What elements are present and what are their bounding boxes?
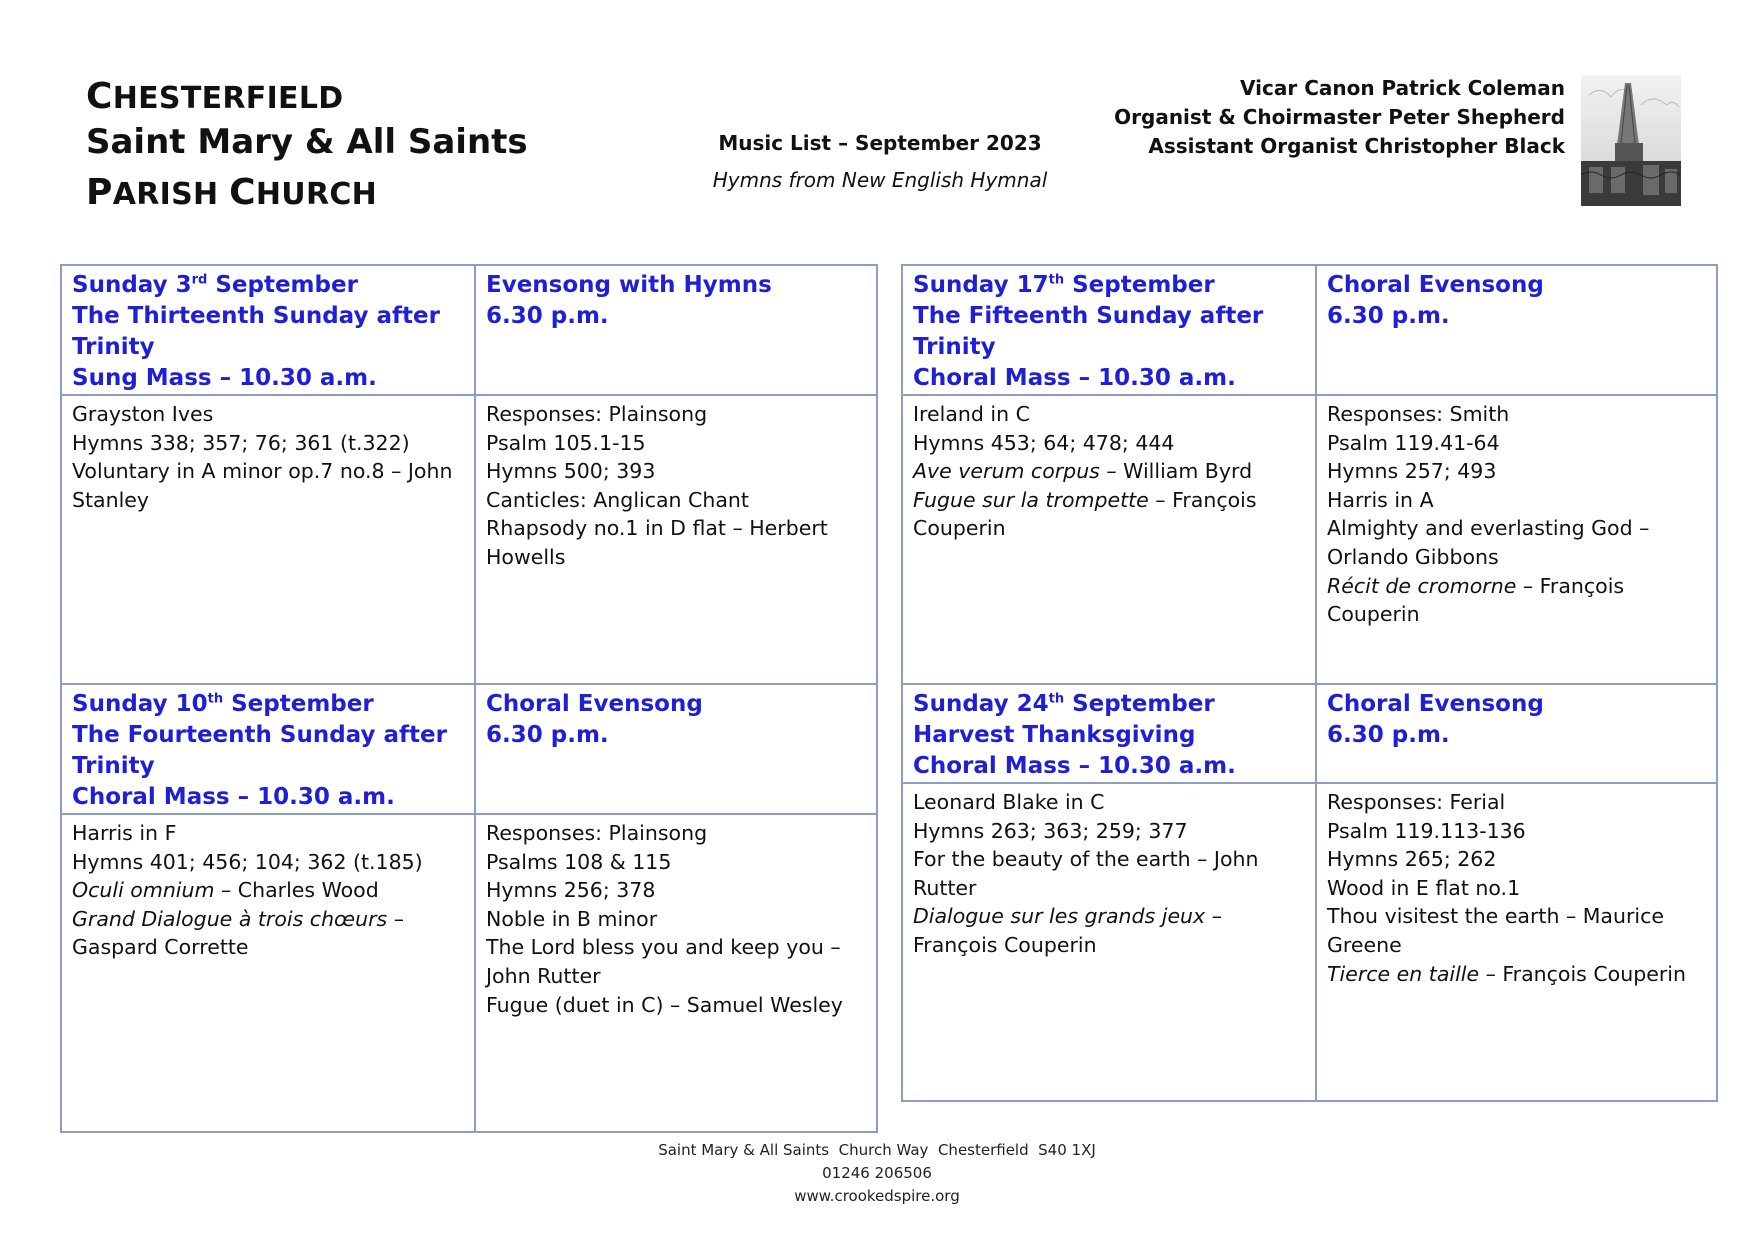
morning-music-cell xyxy=(902,783,1316,1101)
list-item: Hymns 257; 493 xyxy=(1327,459,1497,484)
list-item: Tierce en taille – François Couperin xyxy=(1327,961,1686,986)
table-row xyxy=(902,265,1717,395)
list-item: The Lord bless you and keep you – John Rutter xyxy=(486,935,841,988)
church-name-line3: PARISH CHURCH xyxy=(86,172,378,213)
list-item: Wood in E flat no.1 xyxy=(1327,875,1521,900)
sunday-header-morning xyxy=(902,684,1316,783)
evening-service-title: Choral Evensong xyxy=(1327,691,1544,717)
evening-service-title: Choral Evensong xyxy=(1327,272,1544,298)
evening-service-time: 6.30 p.m. xyxy=(486,303,609,329)
sunday-date: Sunday 10th September xyxy=(72,691,374,717)
list-item: Hymns 263; 363; 259; 377 xyxy=(913,818,1188,843)
list-item: Harris in F xyxy=(72,821,177,845)
church-name xyxy=(86,76,528,213)
footer-website[interactable]: www.crookedspire.org xyxy=(794,1187,960,1205)
list-item: Voluntary in A minor op.7 no.8 – John Stanley xyxy=(72,459,453,512)
list-item: Fugue (duet in C) – Samuel Wesley xyxy=(486,992,843,1017)
list-item: Psalm 105.1-15 xyxy=(486,430,646,455)
staff-vicar: Vicar Canon Patrick Coleman xyxy=(1240,76,1565,100)
sunday-date: Sunday 17th September xyxy=(913,272,1215,298)
list-item: Psalms 108 & 115 xyxy=(486,849,672,874)
evening-service-time: 6.30 p.m. xyxy=(1327,722,1450,748)
morning-music-cell xyxy=(61,814,475,1132)
list-item: Grand Dialogue à trois chœurs – Gaspard Corrette xyxy=(72,906,405,960)
table-row xyxy=(902,783,1717,1101)
morning-music-cell xyxy=(61,395,475,684)
list-item: Almighty and everlasting God – Orlando Gibbons xyxy=(1327,516,1650,569)
page-subtitle: Hymns from New English Hymnal xyxy=(712,168,1048,192)
list-item: For the beauty of the earth – John Rutter xyxy=(913,847,1259,900)
church-spire-image xyxy=(1581,75,1681,206)
table-row xyxy=(61,265,877,395)
list-item: Responses: Smith xyxy=(1327,402,1510,426)
evening-music-cell xyxy=(1316,783,1717,1101)
sunday-occasion: The Fifteenth Sunday after Trinity xyxy=(913,303,1264,360)
church-name-line1: CHESTERFIELD xyxy=(86,76,344,117)
list-item: Hymns 338; 357; 76; 361 (t.322) xyxy=(72,430,410,455)
list-item: Responses: Plainsong xyxy=(486,821,708,845)
list-item: Hymns 265; 262 xyxy=(1327,847,1497,872)
list-item: Responses: Ferial xyxy=(1327,790,1506,814)
evening-music-cell xyxy=(1316,395,1717,684)
list-item: Dialogue sur les grands jeux – François Couperin xyxy=(913,904,1222,957)
list-item: Noble in B minor xyxy=(486,906,658,931)
footer-address: Saint Mary & All Saints Church Way Chesterfield S40 1XJ xyxy=(658,1141,1096,1159)
list-item: Ave verum corpus – William Byrd xyxy=(913,459,1253,484)
schedule-table-left xyxy=(60,264,878,1133)
mass-time: Choral Mass – 10.30 a.m. xyxy=(913,753,1236,779)
list-item: Harris in A xyxy=(1327,487,1434,512)
church-name-line2: Saint Mary & All Saints xyxy=(86,122,528,162)
footer-phone: 01246 206506 xyxy=(822,1164,932,1182)
sunday-date: Sunday 3rd September xyxy=(72,272,358,298)
sunday-header-evening xyxy=(1316,684,1717,783)
mass-time: Sung Mass – 10.30 a.m. xyxy=(72,365,377,391)
morning-music-cell xyxy=(902,395,1316,684)
sunday-header-evening xyxy=(475,265,877,395)
sunday-occasion: The Thirteenth Sunday after Trinity xyxy=(72,303,440,360)
evening-music-cell xyxy=(475,395,877,684)
list-item: Hymns 401; 456; 104; 362 (t.185) xyxy=(72,849,423,874)
staff-list xyxy=(1045,74,1565,161)
list-item: Psalm 119.113-136 xyxy=(1327,818,1526,843)
sunday-header-evening xyxy=(1316,265,1717,395)
list-item: Oculi omnium – Charles Wood xyxy=(72,878,379,903)
staff-assistant-organist: Assistant Organist Christopher Black xyxy=(1148,134,1565,158)
list-item: Hymns 256; 378 xyxy=(486,878,656,903)
list-item: Récit de cromorne – François Couperin xyxy=(1327,573,1625,627)
mass-time: Choral Mass – 10.30 a.m. xyxy=(913,365,1236,391)
sunday-header-morning xyxy=(61,684,475,814)
evening-music-cell xyxy=(475,814,877,1132)
sunday-header-morning xyxy=(902,265,1316,395)
list-item: Psalm 119.41-64 xyxy=(1327,430,1500,455)
list-item: Thou visitest the earth – Maurice Greene xyxy=(1327,904,1664,957)
sunday-date: Sunday 24th September xyxy=(913,691,1215,717)
page-title: Music List – September 2023 xyxy=(718,131,1042,155)
list-item: Hymns 453; 64; 478; 444 xyxy=(913,430,1175,455)
staff-organist: Organist & Choirmaster Peter Shepherd xyxy=(1114,105,1565,129)
schedule-table-right xyxy=(901,264,1718,1102)
table-row xyxy=(61,684,877,814)
sunday-occasion: Harvest Thanksgiving xyxy=(913,722,1196,748)
list-item: Canticles: Anglican Chant xyxy=(486,487,749,512)
footer xyxy=(0,1139,1754,1208)
list-item: Responses: Plainsong xyxy=(486,402,708,426)
table-row xyxy=(61,814,877,1132)
sunday-header-morning xyxy=(61,265,475,395)
list-item: Fugue sur la trompette – François Couperin xyxy=(913,487,1257,541)
list-item: Leonard Blake in C xyxy=(913,790,1105,814)
list-item: Rhapsody no.1 in D flat – Herbert Howells xyxy=(486,516,828,569)
list-item: Ireland in C xyxy=(913,402,1030,426)
evening-service-time: 6.30 p.m. xyxy=(1327,303,1450,329)
evening-service-title: Choral Evensong xyxy=(486,691,703,717)
mass-time: Choral Mass – 10.30 a.m. xyxy=(72,784,395,810)
table-row xyxy=(902,395,1717,684)
list-item: Hymns 500; 393 xyxy=(486,459,656,484)
table-row xyxy=(61,395,877,684)
sunday-occasion: The Fourteenth Sunday after Trinity xyxy=(72,722,447,779)
table-row xyxy=(902,684,1717,783)
list-item: Grayston Ives xyxy=(72,402,214,426)
evening-service-time: 6.30 p.m. xyxy=(486,722,609,748)
evening-service-title: Evensong with Hymns xyxy=(486,272,772,298)
sunday-header-evening xyxy=(475,684,877,814)
